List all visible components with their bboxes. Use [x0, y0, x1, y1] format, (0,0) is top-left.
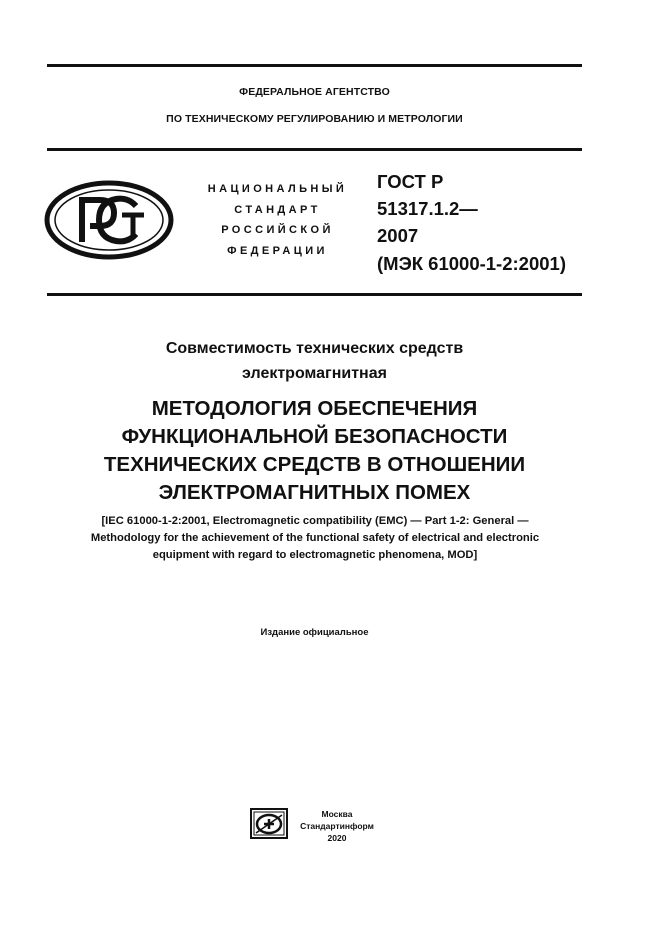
standartinform-logo-icon — [250, 808, 288, 839]
iec-reference-line-3: equipment with regard to electromagnetic phenomena, MOD] — [152, 549, 478, 561]
iec-reference-line-2: Methodology for the achievement of the functional safety of electrical and electronic — [90, 532, 540, 544]
iec-reference-line-1: [IEC 61000-1-2:2001, Electromagnetic compatibility (EMC) — Part 1-2: General — — [101, 515, 529, 527]
gost-line-4: (МЭК 61000-1-2:2001) — [377, 253, 566, 274]
top-rule — [47, 64, 582, 67]
main-title-line-4: ЭЛЕКТРОМАГНИТНЫХ ПОМЕХ — [158, 481, 471, 504]
publisher-name: Стандартинформ — [300, 821, 374, 831]
main-title-line-2: ФУНКЦИОНАЛЬНОЙ БЕЗОПАСНОСТИ — [121, 425, 508, 448]
national-label-1: НАЦИОНАЛЬНЫЙ — [207, 183, 348, 195]
national-label-2: СТАНДАРТ — [234, 204, 321, 216]
gost-line-1: ГОСТ Р — [377, 171, 444, 192]
gost-line-2: 51317.1.2— — [377, 198, 478, 219]
agency-line-1: ФЕДЕРАЛЬНОЕ АГЕНТСТВО — [239, 86, 390, 98]
national-label-4: ФЕДЕРАЦИИ — [227, 245, 328, 257]
standard-rule — [47, 293, 582, 296]
main-title-line-3: ТЕХНИЧЕСКИХ СРЕДСТВ В ОТНОШЕНИИ — [103, 453, 526, 476]
publisher-year: 2020 — [327, 833, 347, 843]
subtitle-line-1: Совместимость технических средств — [165, 340, 464, 357]
gost-line-3: 2007 — [377, 225, 419, 246]
edition-label: Издание официальное — [260, 627, 369, 638]
main-title-line-1: МЕТОДОЛОГИЯ ОБЕСПЕЧЕНИЯ — [151, 397, 478, 420]
header-rule — [47, 148, 582, 151]
publisher-city: Москва — [321, 809, 353, 819]
national-label-3: РОССИЙСКОЙ — [221, 224, 334, 236]
subtitle-line-2: электромагнитная — [242, 365, 387, 382]
rst-certification-mark-icon — [44, 180, 174, 260]
agency-line-2: ПО ТЕХНИЧЕСКОМУ РЕГУЛИРОВАНИЮ И МЕТРОЛОГИИ — [166, 113, 463, 125]
